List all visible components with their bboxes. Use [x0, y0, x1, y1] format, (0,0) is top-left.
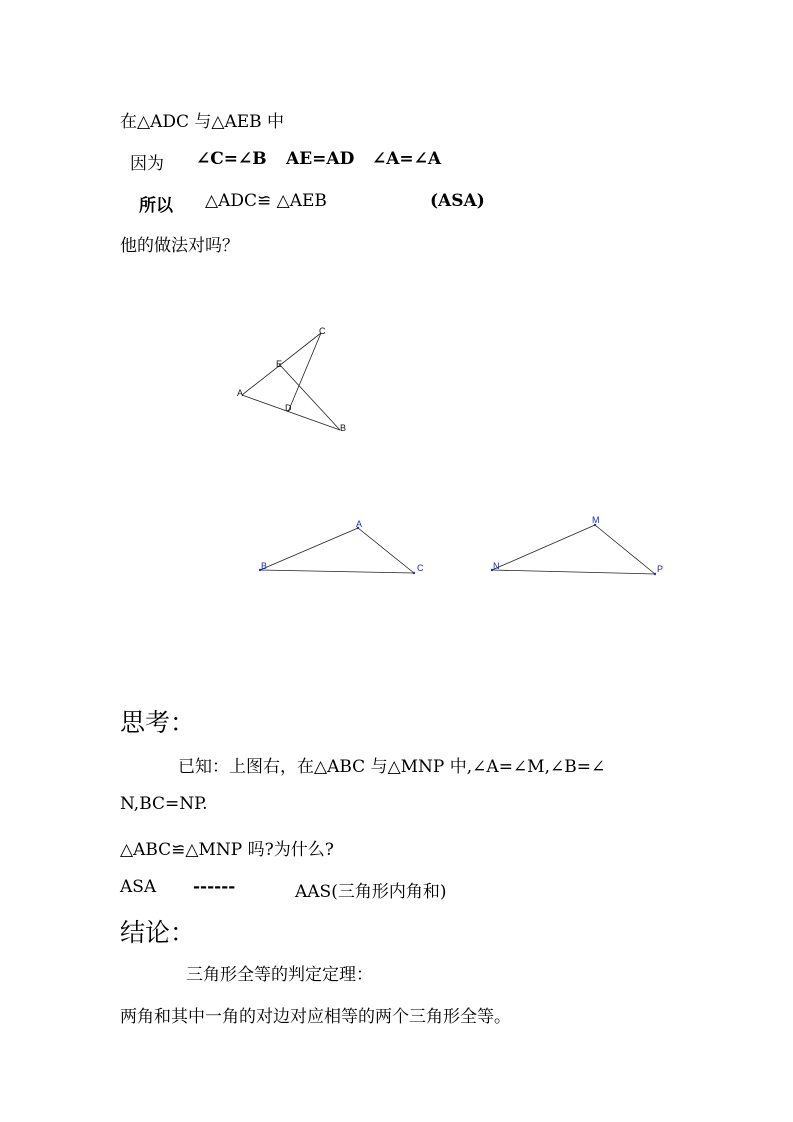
label-a: A: [237, 388, 244, 398]
intro-line: 在△ADC 与△AEB 中: [120, 112, 285, 132]
think-dashes: ------: [193, 877, 236, 897]
therefore-statement: △ADC≌ △AEB: [205, 191, 327, 211]
segment-e-b: [279, 364, 340, 430]
think-question: △ABC≌△MNP 吗?为什么?: [120, 840, 334, 860]
conclusion-heading: 结论：: [120, 918, 196, 947]
segment-a-c: [358, 528, 414, 573]
because-angle-a-a: ∠A=∠A: [372, 149, 442, 169]
think-given-line1: 已知：上图右，在△ABC 与△MNP 中,∠A=∠M,∠B=∠: [178, 757, 606, 777]
segment-b-c: [260, 570, 414, 573]
label-tri-p: P: [657, 564, 664, 574]
segment-n-p: [492, 570, 655, 574]
think-given-line2: N,BC=NP.: [120, 794, 208, 814]
label-b: B: [340, 423, 347, 433]
label-tri-m: M: [592, 515, 600, 525]
segment-m-p: [595, 525, 655, 574]
figure-triangle-ade: [230, 320, 360, 440]
because-ae-ad: AE=AD: [286, 149, 355, 169]
segment-b-a: [260, 528, 358, 570]
figure-triangles-abc-mnp: [250, 512, 680, 584]
label-tri-n: N: [493, 561, 500, 571]
label-e: E: [276, 359, 283, 369]
therefore-label: 所以: [139, 196, 173, 216]
theorem-title: 三角形全等的判定定理：: [186, 965, 373, 985]
theorem-statement: 两角和其中一角的对边对应相等的两个三角形全等。: [120, 1007, 511, 1027]
think-aas: AAS(三角形内角和): [295, 882, 447, 902]
segment-c-d: [288, 333, 321, 412]
think-heading: 思考：: [120, 708, 196, 737]
label-d: D: [285, 403, 292, 413]
segment-n-m: [492, 525, 595, 570]
label-c: C: [319, 326, 326, 336]
because-label: 因为: [130, 154, 164, 174]
think-asa: ASA: [120, 877, 157, 897]
because-angle-c-b: ∠C=∠B: [196, 149, 267, 169]
question-line: 他的做法对吗？: [120, 236, 239, 256]
label-tri-a: A: [356, 519, 363, 529]
reason-asa: (ASA): [430, 191, 485, 211]
label-tri-c: C: [417, 563, 424, 573]
label-tri-b: B: [261, 561, 268, 571]
